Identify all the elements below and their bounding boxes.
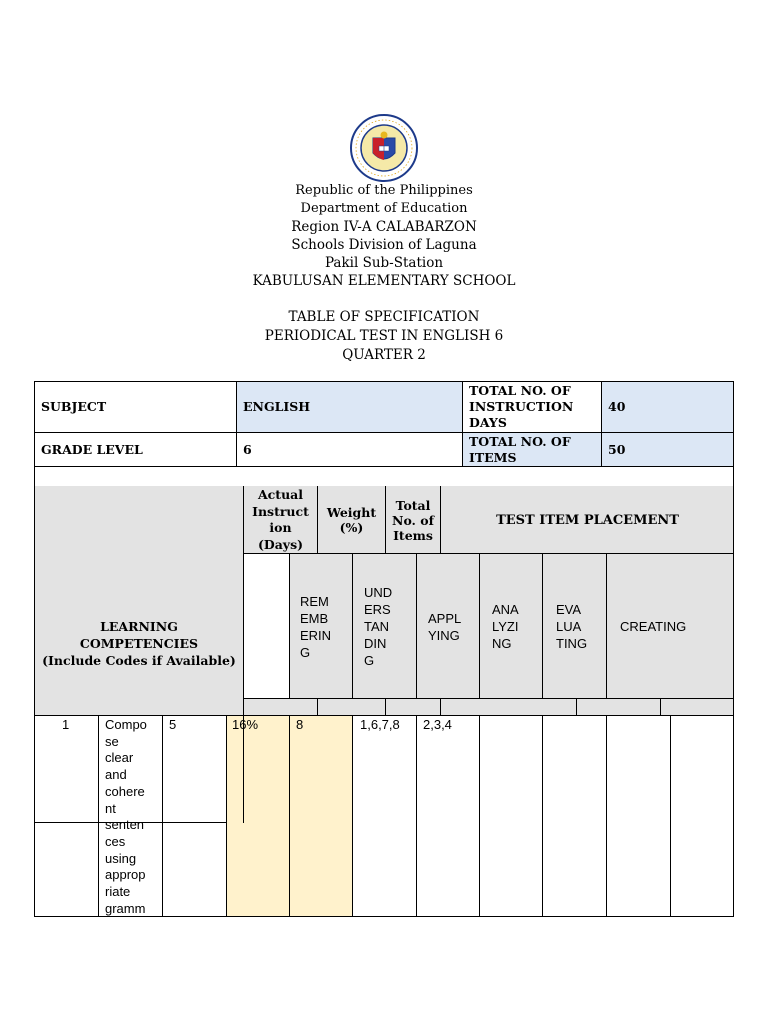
division-line: Schools Division of Laguna <box>291 237 477 253</box>
row-items: 8 <box>296 717 304 732</box>
row-understanding: 2,3,4 <box>423 717 452 732</box>
blank-header-cell <box>244 554 289 699</box>
row-weight: 16% <box>232 717 259 732</box>
doc-subtitle: PERIODICAL TEST IN ENGLISH 6 <box>264 328 504 344</box>
applying-header: APPL YING <box>428 610 462 643</box>
doc-title: TABLE OF SPECIFICATION <box>288 309 480 325</box>
actual-days-header: Actual Instruct ion (Days) <box>252 487 309 552</box>
total-items-label: TOTAL NO. OF ITEMS <box>462 432 602 467</box>
evaluating-header: EVA LUA TING <box>556 602 588 651</box>
doc-quarter: QUARTER 2 <box>342 347 426 363</box>
total-items-header: Total No. of Items <box>392 497 434 543</box>
row-days: 5 <box>169 717 177 732</box>
deped-seal-icon <box>349 113 419 183</box>
row-number: 1 <box>62 717 70 732</box>
analyzing-header: ANA LYZI NG <box>492 602 519 651</box>
competencies-header: LEARNING COMPETENCIES (Include Codes if Available) <box>42 618 236 668</box>
subject-label: SUBJECT <box>34 381 237 433</box>
spacer-row <box>34 466 734 487</box>
subject-value: ENGLISH <box>236 381 463 433</box>
row-remembering: 1,6,7,8 <box>360 717 400 732</box>
grade-value: 6 <box>236 432 463 467</box>
school-name: KABULUSAN ELEMENTARY SCHOOL <box>252 273 516 289</box>
region-line: Region IV-A CALABARZON <box>291 219 477 235</box>
weight-header: Weight (%) <box>326 505 377 535</box>
substation-line: Pakil Sub-Station <box>324 255 444 271</box>
row-competency: Compo se clear and cohere nt senten ces using approp riate gramm <box>105 717 147 916</box>
remembering-header: REM EMB ERIN G <box>300 593 332 660</box>
instruction-days-value: 40 <box>601 381 734 433</box>
instruction-days-label: TOTAL NO. OF INSTRUCTION DAYS <box>462 381 602 433</box>
placement-header: TEST ITEM PLACEMENT <box>496 512 679 528</box>
total-items-value: 50 <box>601 432 734 467</box>
department-line: Department of Education <box>300 201 468 216</box>
understanding-header: UND ERS TAN DIN G <box>364 585 393 668</box>
grade-label: GRADE LEVEL <box>34 432 237 467</box>
creating-header: CREATING <box>620 619 687 634</box>
republic-line: Republic of the Philippines <box>295 183 473 198</box>
